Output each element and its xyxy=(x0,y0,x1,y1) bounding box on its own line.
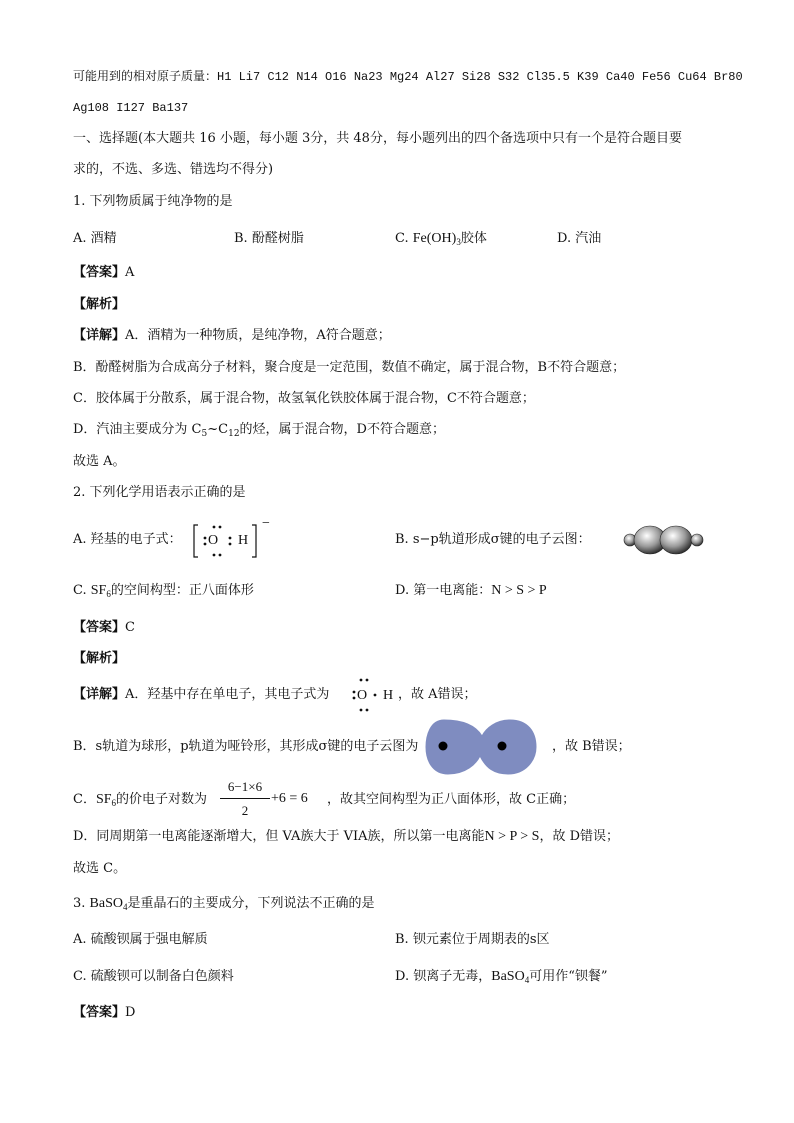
q1-option-b: B. 酚醛树脂 xyxy=(234,231,304,246)
q2-detail-2-end: ，故 B错误； xyxy=(552,739,631,754)
q1-analysis-tag: 【解析】 xyxy=(73,297,126,312)
q3-option-a: A. 硫酸钡属于强电解质 xyxy=(73,932,208,947)
q2-option-c: C. $SF_6$的空间构型：正八面体形 xyxy=(73,583,254,599)
q3-option-d: D. 钡离子无毒，BaSO$_4$可用作“钡餐” xyxy=(395,969,608,985)
section-instructions-line1: 一、选择题(本大题共 16 小题，每小题 3分，共 48分，每小题列出的四个备选项中只有一个是符合题目要 xyxy=(73,131,682,146)
q2-option-b-orbital-icon xyxy=(620,522,710,558)
q2-detail-3-end: ，故其空间构型为正八面体形，故 C正确； xyxy=(327,792,576,807)
q1-answer xyxy=(73,265,134,281)
q2-option-a-h: H xyxy=(238,533,249,548)
q2-fraction-numerator: 6−1×6 xyxy=(227,779,263,794)
q1-stem: 1. 下列物质属于纯净物的是 xyxy=(73,194,233,209)
q1-detail-3: C．胶体属于分散系，属于混合物，故氢氧化铁胶体属于混合物，C不符合题意； xyxy=(73,391,535,406)
q2-conclusion: 故选 C。 xyxy=(73,861,127,876)
q2-option-a-o: O xyxy=(208,533,219,548)
section-instructions-line2: 求的，不选、多选、错选均不得分) xyxy=(73,162,274,177)
q1-detail-4: D．汽油主要成分为 $C_5\sim C_{12}$的烃，属于混合物，D不符合题意； xyxy=(73,422,445,439)
q2-option-b: B. s−p轨道形成σ键的电子云图： xyxy=(395,532,591,547)
atomic-masses-line2: Ag108 I127 Ba137 xyxy=(73,101,189,115)
q1-detail-2: B．酚醛树脂为合成高分子材料，聚合度是一定范围，数值不确定，属于混合物，B不符合题意； xyxy=(73,360,626,375)
q2-stem: 2. 下列化学用语表示正确的是 xyxy=(73,485,246,500)
atomic-masses-line1: 可能用到的相对原子质量：H1 Li7 C12 N14 O16 Na23 Mg24 Al27 Si28 S32 Cl35.5 K39 Ca40 Fe56 Cu64 Br80 xyxy=(73,70,743,84)
q1-detail-1: 【详解】A．酒精为一种物质，是纯净物，A符合题意； xyxy=(73,328,391,343)
q2-analysis-tag: 【解析】 xyxy=(73,651,126,666)
answer-tag: 【答案】 xyxy=(73,265,126,280)
q2-detail-2-orbital-icon xyxy=(424,716,546,778)
q1-option-c-label: C. xyxy=(395,231,409,246)
q2-option-d: D. 第一电离能：N > S > P xyxy=(395,583,547,598)
q2-detail-1-h: H xyxy=(383,688,394,703)
q2-answer: 【答案】C xyxy=(73,620,135,635)
q1-option-c-formula: $Fe(OH)_3$ xyxy=(412,231,461,247)
q2-detail-2: B．s轨道为球形，p轨道为哑铃形，其形成σ键的电子云图为 xyxy=(73,739,419,754)
q2-detail-1-end: ，故 A错误； xyxy=(398,687,477,702)
q3-stem: 3. BaSO$_4$是重晶石的主要成分，下列说法不正确的是 xyxy=(73,896,375,912)
q2-fraction-bar xyxy=(220,798,270,799)
q2-fraction-tail: +6 = 6 xyxy=(271,791,308,806)
q1-option-d: D. 汽油 xyxy=(557,231,602,246)
q2-detail-3: C．$SF_6$的价电子对数为 xyxy=(73,792,208,808)
q1-conclusion: 故选 A。 xyxy=(73,454,126,469)
q2-option-a-charge: − xyxy=(262,516,270,531)
q1-option-a: A. 酒精 xyxy=(73,231,117,246)
q2-detail-1: 【详解】A．羟基中存在单电子，其电子式为 xyxy=(73,687,330,702)
q2-detail-1-o: O xyxy=(357,688,368,703)
answer-value: A xyxy=(125,265,135,280)
q2-fraction-denominator: 2 xyxy=(241,803,249,818)
q3-option-c: C. 硫酸钡可以制备白色颜料 xyxy=(73,969,234,984)
q2-option-a: A. 羟基的电子式： xyxy=(73,532,182,547)
q1-option-c-suffix: 胶体 xyxy=(460,231,487,246)
q2-detail-4: D．同周期第一电离能逐渐增大，但 VA族大于 VIA族，所以第一电离能N > P > S，故 D错误； xyxy=(73,829,620,844)
q3-answer: 【答案】D xyxy=(73,1005,136,1020)
q3-option-b: B. 钡元素位于周期表的s区 xyxy=(395,932,550,947)
q1-option-c xyxy=(395,231,487,250)
